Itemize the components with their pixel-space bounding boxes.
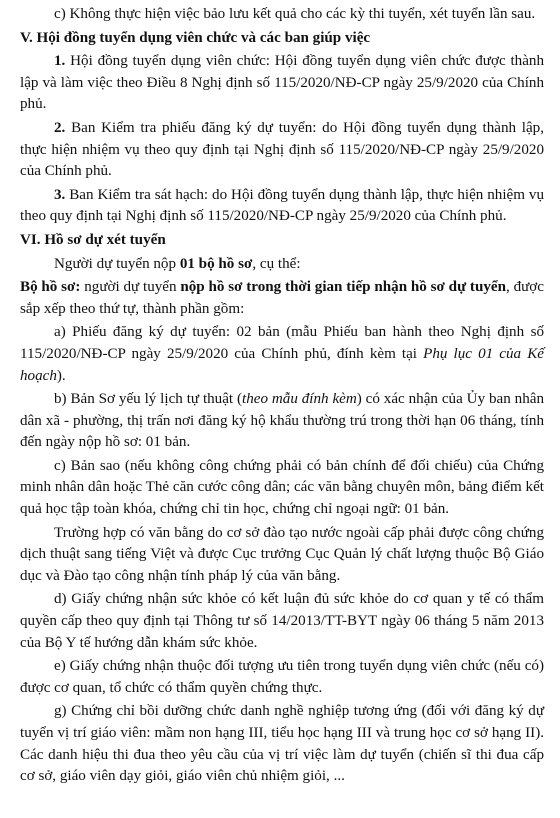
b-italic: theo mẫu đính kèm	[242, 391, 357, 408]
bo-ho-so-label: Bộ hồ sơ:	[20, 279, 81, 296]
item-text: Ban Kiểm tra phiếu đăng ký dự tuyển: do Hội đồng tuyển dụng thành lập, thực hiện nhiệm vụ theo quy định tại Nghị định số 115/2020/NĐ-CP ngày 25/9/2020 của Chính phủ.	[20, 119, 544, 180]
paragraph-c-no-reserve: c) Không thực hiện việc bảo lưu kết quả cho các kỳ thi tuyển, xét tuyển lần sau.	[54, 6, 536, 22]
paragraph-a	[20, 322, 544, 387]
section-v-title: V. Hội đồng tuyển dụng viên chức và các ban giúp việc	[20, 29, 371, 46]
item-number: 1.	[54, 53, 66, 70]
a-end: ).	[56, 367, 66, 384]
bo-ho-so-text-end: , được sắp xếp theo thứ tự, thành phần gồm:	[20, 279, 544, 317]
item-number: 2.	[54, 119, 66, 136]
paragraph-b	[20, 389, 544, 454]
intro-text: Người dự tuyển nộp	[54, 255, 180, 272]
b-text: b) Bản Sơ yếu lý lịch tự thuật (	[54, 391, 243, 408]
item-text: Ban Kiểm tra sát hạch: do Hội đồng tuyển dụng thành lập, thực hiện nhiệm vụ theo quy định tại Nghị định số 115/2020/NĐ-CP ngày 25/9/2020 của Chính phủ.	[20, 186, 544, 225]
paragraph-bo-ho-so	[20, 277, 544, 320]
a-text: a) Phiếu đăng ký dự tuyển: 02 bản (mẫu Phiếu ban hành theo Nghị định số 115/2020/NĐ-CP ngày 25/9/2020 của Chính phủ, đính kèm tại	[20, 324, 544, 362]
item-number: 3.	[54, 186, 66, 203]
bo-ho-so-text: người dự tuyển	[80, 279, 181, 296]
a-italic: Phụ lục 01 của Kế hoạch	[20, 345, 544, 384]
paragraph-e: e) Giấy chứng nhận thuộc đối tượng ưu tiên trong tuyển dụng viên chức (nếu có) được cơ quan, tổ chức có thẩm quyền chứng thực.	[20, 658, 544, 696]
paragraph-d: d) Giấy chứng nhận sức khỏe có kết luận đủ sức khỏe do cơ quan y tế có thẩm quyền cấp theo quy định tại Thông tư số 14/2013/TT-BYT ngày 06 tháng 5 năm 2013 của Bộ Y tế hướng dẫn khám sức khỏe.	[20, 591, 544, 651]
paragraph-c-foreign: Trường hợp có văn bằng do cơ sở đào tạo nước ngoài cấp phải được công chứng dịch thuật sang tiếng Việt và được Cục trưởng Cục Quản lý chất lượng thuộc Bộ Giáo dục và Đào tạo công nhận tính pháp lý của văn bằng.	[20, 524, 544, 584]
paragraph-v-2	[20, 118, 544, 183]
paragraph-c: c) Bản sao (nếu không công chứng phải có bản chính để đối chiếu) của Chứng minh nhân dân hoặc Thẻ căn cước công dân; các văn bằng chuyên môn, bảng điểm kết quả học tập toàn khóa, chứng chỉ tin học, chứng chỉ ngoại ngữ: 01 bản.	[20, 457, 544, 518]
intro-bold: 01 bộ hồ sơ	[179, 255, 253, 272]
item-text: Hội đồng tuyển dụng viên chức: Hội đồng tuyển dụng viên chức được thành lập và làm việc theo Điều 8 Nghị định số 115/2020/NĐ-CP ngày 25/9/2020 của Chính phủ.	[20, 53, 544, 113]
intro-text-end: , cụ thể:	[252, 255, 301, 272]
paragraph-vi-intro	[20, 254, 544, 276]
paragraph-v-1	[20, 51, 544, 116]
b-text-end: ) có xác nhận của Ủy ban nhân dân xã - phường, thị trấn nơi đăng ký hộ khẩu thường trú trong thời hạn 06 tháng, tính đến ngày nộp hồ sơ: 01 bản.	[20, 391, 545, 451]
section-vi-title: VI. Hồ sơ dự xét tuyển	[20, 231, 166, 248]
bo-ho-so-bold: nộp hồ sơ trong thời gian tiếp nhận hồ sơ dự tuyển	[180, 279, 506, 296]
paragraph-v-3	[20, 185, 544, 228]
paragraph-g: g) Chứng chỉ bồi dưỡng chức danh nghề nghiệp tương ứng (đối với đăng ký dự tuyển vị trí giáo viên: mầm non hạng III, tiểu học hạng III và trung học cơ sở hạng II). Các danh hiệu thi đua theo yêu cầu của vị trí việc làm dự tuyển (chiến sĩ thi đua cấp cơ sở, giáo viên dạy giỏi, giáo viên chủ nhiệm giỏi, ...	[20, 703, 544, 785]
